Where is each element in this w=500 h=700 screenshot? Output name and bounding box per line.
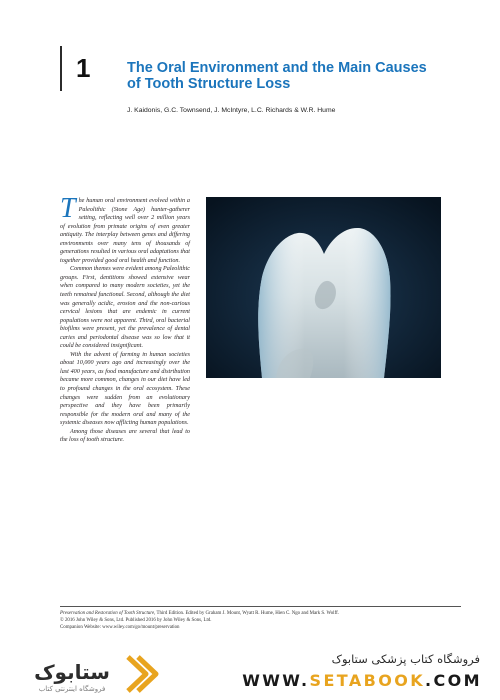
store-url-brand: SETABOOK [309,671,426,690]
chapter-number: 1 [76,53,91,83]
store-url[interactable] [242,671,482,690]
store-url-prefix: WWW. [242,671,310,690]
body-paragraph [60,193,190,265]
chapter-title-line-2: of Tooth Structure Loss [127,76,291,92]
body-paragraph: With the advent of farming in human societies about 10,000 years ago and increasingly over the last 400 years, as food manufacture and distribution became more common, changes in our diet have led to profound changes in the oral ecosystem. These changes were sudden from an evolutionary perspective and they have been primarily responsible for the modern oral and many of the systemic diseases now afflicting human populations. [60,351,190,427]
page-footer [60,610,461,632]
chapter-title [127,60,457,92]
footer-website: Companion Website: www.wiley.com/go/mount/preservation [60,625,180,631]
logo-text: ستابوک [34,660,110,684]
body-paragraph: Among those diseases are several that lead to the loss of tooth structure. [60,428,190,444]
footer-copyright: © 2016 John Wiley & Sons, Ltd. Published 2016 by John Wiley & Sons, Ltd. [60,618,212,624]
chapter-authors: J. Kaidonis, G.C. Townsend, J. McIntyre, L.C. Richards & W.R. Hume [127,107,336,114]
footer-book-title: Preservation and Restoration of Tooth Structure [60,611,155,616]
body-paragraph-text: he human oral environment evolved within a Paleolithic (Stone Age) hunter-gatherer setting, reflecting well over 2 million years of evolution from primate origins of even greater antiquity. The interplay between genes and differing environments over many tens of thousands of generations resulted in various oral adaptations that together provided good oral health and function. [60,198,190,264]
footer-rule [60,606,461,607]
setabook-banner [0,647,500,700]
body-text [60,193,190,445]
store-url-suffix: .COM [425,671,482,690]
footer-citation-rest: , Third Edition. Edited by Graham J. Mount, Wyatt R. Hume, Hien C. Ngo and Mark S. Wolff. [154,611,339,616]
tooth-photo [206,197,441,378]
store-name: فروشگاه کتاب پزشکی ستابوک [331,652,480,666]
body-paragraph: Common themes were evident among Paleolithic groups. First, dentitions showed extensive wear when compared to many modern societies, yet the teeth remained functional. Second, although the diet was generally acidic, erosion and the non-carious cervical lesions that are endemic in current populations were not apparent. Third, oral bacterial biofilms were present, yet the prevalence of dental caries and periodontal disease was so low that it could be considered insignificant. [60,266,190,350]
chapter-rule [60,46,62,91]
tooth-illustration [206,197,441,378]
chapter-title-line-1: The Oral Environment and the Main Causes [127,60,427,76]
setabook-logo [10,653,160,695]
logo-tagline: فروشگاه اینترنتی کتاب [38,685,106,693]
drop-cap: T [60,193,76,224]
footer-citation [60,610,461,617]
